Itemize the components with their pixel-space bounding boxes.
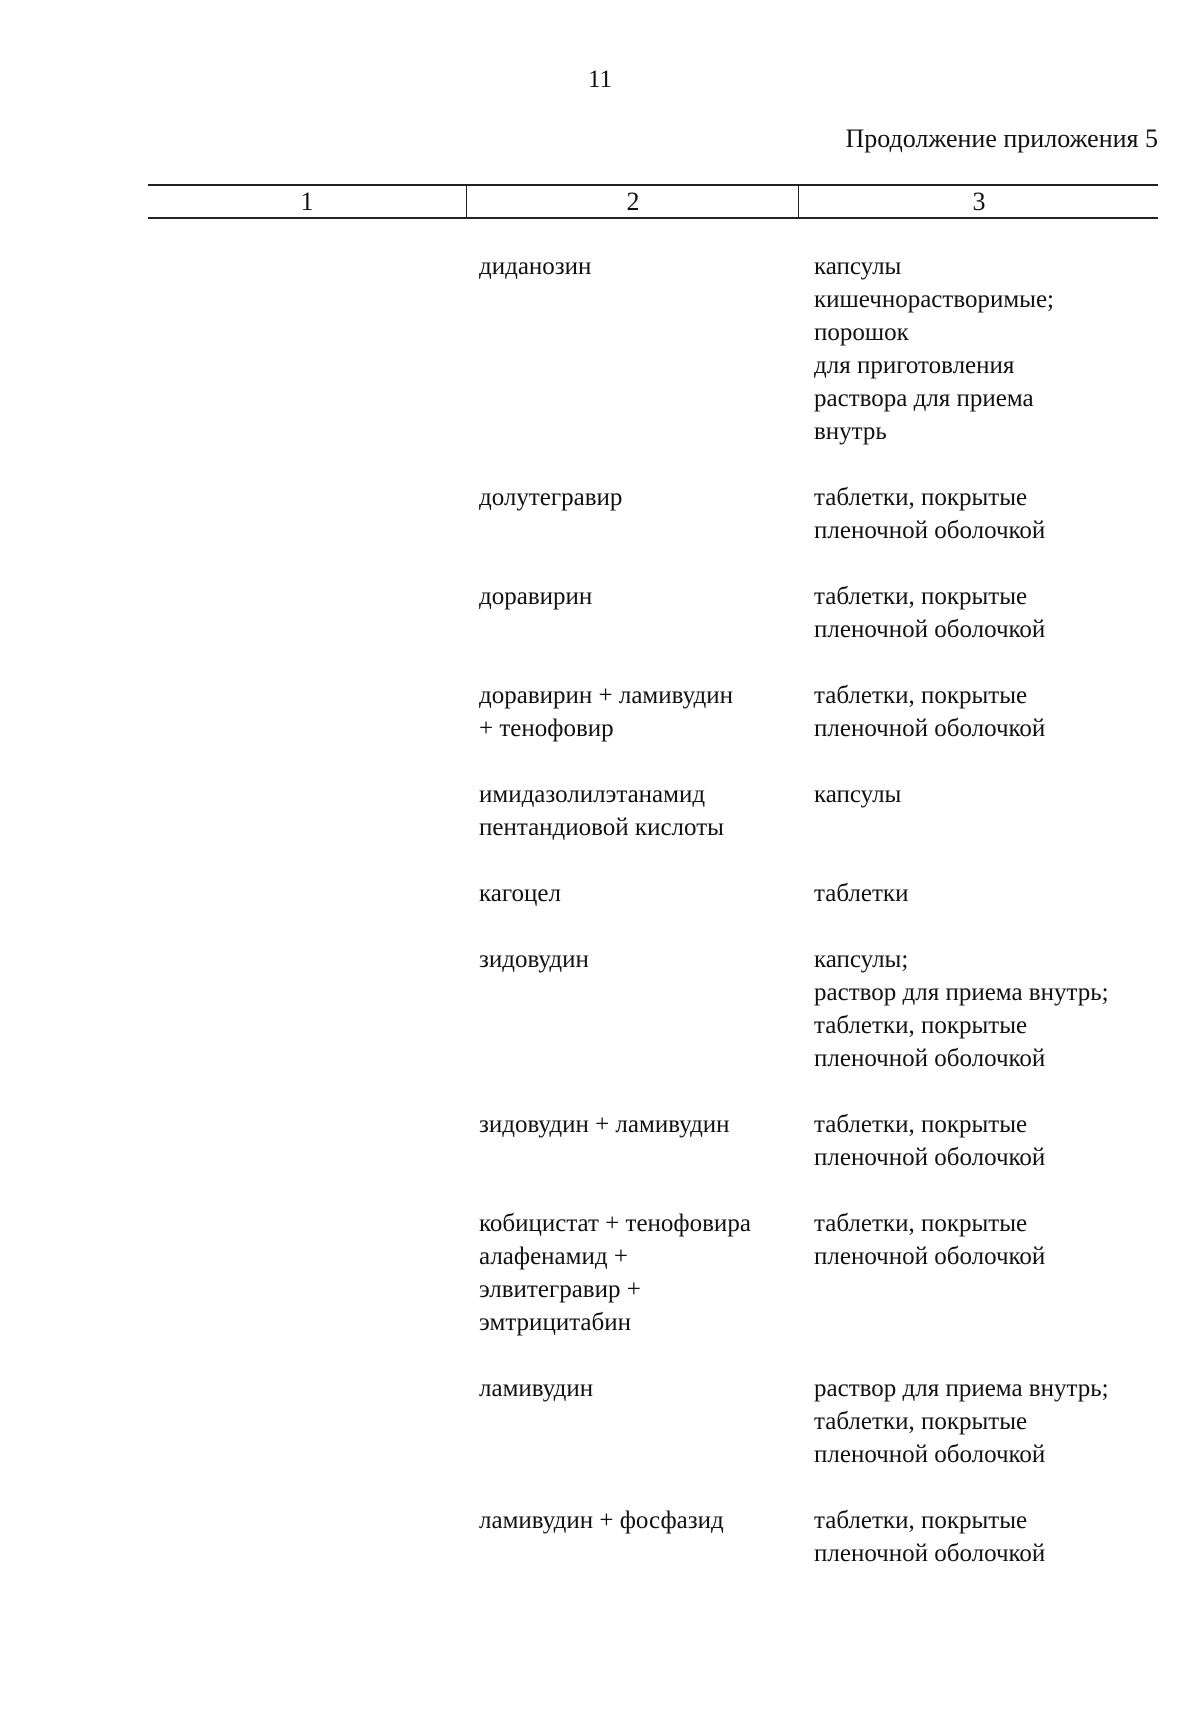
drug-name: имидазолилэтанамид пентандиовой кислоты <box>479 781 724 841</box>
dosage-form: капсулы кишечнорастворимые; порошок для приготовления раствора для приема внутрь <box>814 253 1054 445</box>
header-col-1: 1 <box>300 187 314 216</box>
table-row <box>0 250 1200 448</box>
page-number: 11 <box>587 66 613 93</box>
dosage-form: таблетки, покрытые пленочной оболочкой <box>814 484 1046 544</box>
drug-name: диданозин <box>479 253 592 280</box>
table-row <box>0 1207 1200 1339</box>
header-col-3: 3 <box>798 186 1159 217</box>
dosage-form: таблетки, покрытые пленочной оболочкой <box>814 1111 1046 1171</box>
drug-name: ламивудин <box>479 1375 594 1402</box>
table-body <box>0 250 1200 1570</box>
drug-name: зидовудин <box>479 946 589 973</box>
drug-name: кобицистат + тенофовира алафенамид + элвитегравир + эмтрицитабин <box>479 1210 751 1336</box>
dosage-form: таблетки, покрытые пленочной оболочкой <box>814 1210 1046 1270</box>
table-row <box>0 778 1200 844</box>
dosage-form: таблетки, покрытые пленочной оболочкой <box>814 583 1046 643</box>
dosage-form: таблетки <box>814 880 909 907</box>
drug-name: ламивудин + фосфазид <box>479 1507 724 1534</box>
table-row <box>0 679 1200 745</box>
table-row <box>0 1372 1200 1471</box>
header-col-2: 2 <box>466 186 799 217</box>
table-row <box>0 877 1200 910</box>
dosage-form: капсулы; раствор для приема внутрь; таблетки, покрытые пленочной оболочкой <box>814 946 1109 1072</box>
dosage-form: таблетки, покрытые пленочной оболочкой <box>814 1507 1046 1567</box>
dosage-form: капсулы <box>814 781 902 808</box>
continuation-label: Продолжение приложения 5 <box>845 124 1158 153</box>
drug-name: доравирин + ламивудин + тенофовир <box>479 682 733 742</box>
table-row <box>0 1504 1200 1570</box>
dosage-form: раствор для приема внутрь; таблетки, покрытые пленочной оболочкой <box>814 1375 1109 1468</box>
drug-name: зидовудин + ламивудин <box>479 1111 730 1138</box>
table-header <box>148 184 1158 219</box>
drug-name: кагоцел <box>479 880 561 907</box>
drug-name: долутегравир <box>479 484 623 511</box>
dosage-form: таблетки, покрытые пленочной оболочкой <box>814 682 1046 742</box>
table-row <box>0 1108 1200 1174</box>
drug-name: доравирин <box>479 583 593 610</box>
table-row <box>0 481 1200 547</box>
table-row <box>0 943 1200 1075</box>
table-row <box>0 580 1200 646</box>
